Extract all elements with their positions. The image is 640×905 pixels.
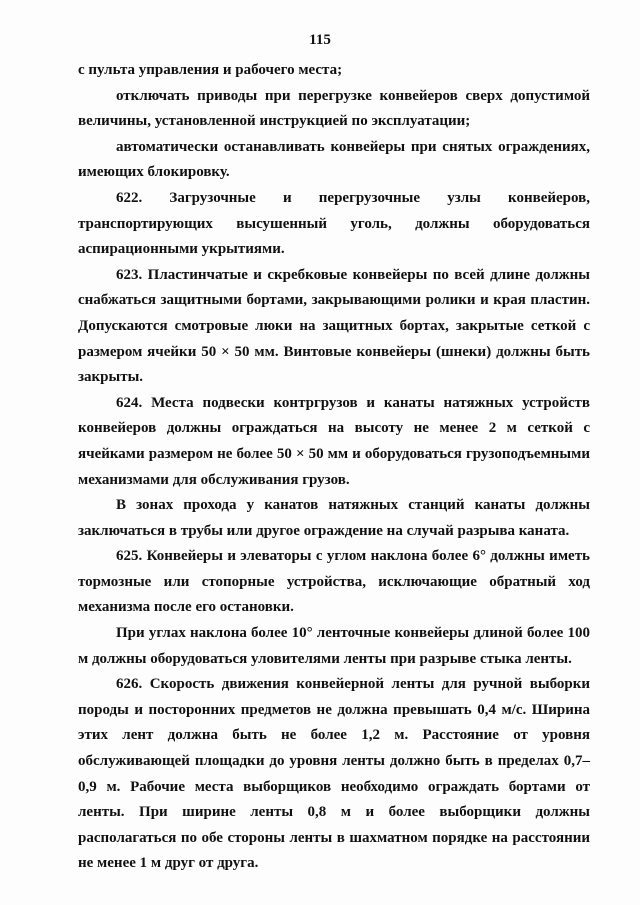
document-body	[78, 58, 590, 877]
paragraph-tension-zones: В зонах прохода у канатов натяжных станций канаты должны заключаться в трубы или другое ограждение на случай разрыва каната.	[78, 497, 590, 539]
paragraph-622: 622. Загрузочные и перегрузочные узлы конвейеров, транспортирующих высушенный уголь, должны оборудоваться аспирационными укрытиями.	[78, 189, 590, 258]
paragraph-disable-drives: отключать приводы при перегрузке конвейеров сверх допустимой величины, установленной инструкцией по эксплуатации;	[78, 87, 590, 130]
paragraph-623: 623. Пластинчатые и скребковые конвейеры по всей длине должны снабжаться защитными бортами, закрывающими ролики и края пластин. Допускаются смотровые люки на защитных бортах, закрытые сеткой с размером ячейки 50 × 50 мм. Винтовые конвейеры (шнеки) должны быть закрыты.	[78, 266, 590, 386]
paragraph-624: 624. Места подвески контргрузов и канаты натяжных устройств конвейеров должны ограждаться на высоту не менее 2 м сеткой с ячейками размером не более 50 × 50 мм и оборудоваться грузоподъемными механизмами для обслуживания грузов.	[78, 394, 590, 488]
page-number: 115	[309, 32, 331, 48]
paragraph-continuation: с пульта управления и рабочего места;	[78, 62, 343, 78]
paragraph-auto-stop: автоматически останавливать конвейеры при снятых ограждениях, имеющих блокировку.	[78, 138, 590, 181]
paragraph-incline-10: При углах наклона более 10° ленточные конвейеры длиной более 100 м должны оборудоваться уловителями ленты при разрыве стыка ленты.	[78, 625, 590, 667]
paragraph-626: 626. Скорость движения конвейерной ленты для ручной выборки породы и посторонних предметов не должна превышать 0,4 м/с. Ширина этих лент должна быть не более 1,2 м. Расстояние от уровня обслуживающей площадки до уровня ленты должно быть в пределах 0,7–0,9 м. Рабочие места выборщиков необходимо ограждать бортами от ленты. При ширине ленты 0,8 м и более выборщики должны располагаться по обе стороны ленты в шахматном порядке на расстоянии не менее 1 м друг от друга.	[78, 676, 590, 872]
paragraph-625: 625. Конвейеры и элеваторы с углом наклона более 6° должны иметь тормозные или стопорные устройства, исключающие обратный ход механизма после его остановки.	[78, 548, 590, 616]
